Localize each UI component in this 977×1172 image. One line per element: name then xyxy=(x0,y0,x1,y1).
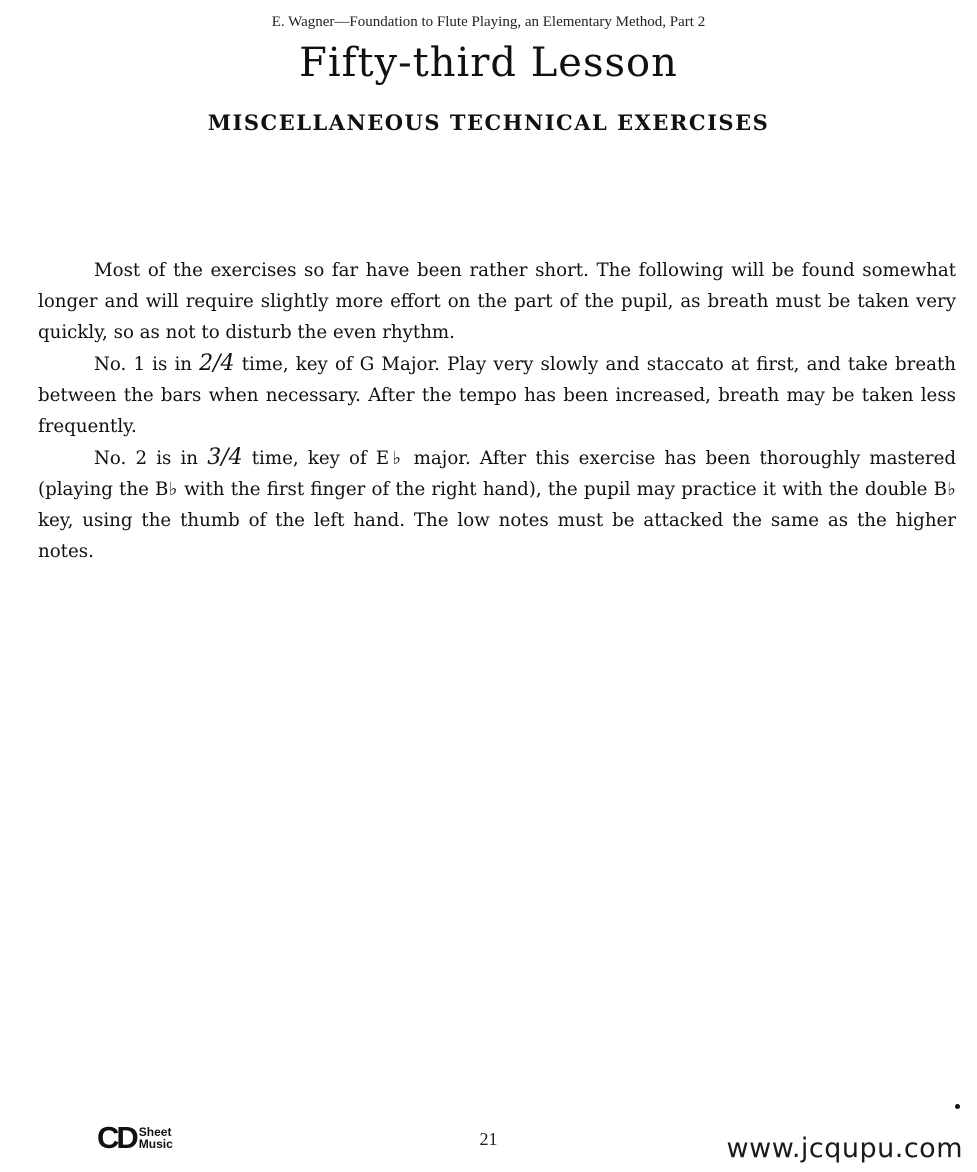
paragraph-no2 xyxy=(38,442,956,567)
logo-word-sheet: Sheet xyxy=(138,1125,172,1139)
paragraph-no2-lead: No. 2 is in xyxy=(94,448,199,469)
lesson-body xyxy=(38,255,956,567)
time-signature-3-4: 3/4 xyxy=(207,445,243,470)
paragraph-no1 xyxy=(38,348,956,442)
time-signature-2-4: 2/4 xyxy=(199,351,235,376)
running-header: E. Wagner—Foundation to Flute Playing, an Elementary Method, Part 2 xyxy=(271,14,706,30)
lesson-title: Fifty-third Lesson xyxy=(299,40,678,86)
logo-mark: CD xyxy=(97,1120,136,1155)
paragraph-no2-text: time, key of E♭ major. After this exercise has been thoroughly mastered (playing the B♭ with the first finger of the right hand), the pupil may practice it with the double B♭ key, using the thumb of the left hand. The low notes must be attacked the same as the higher notes. xyxy=(38,448,956,562)
logo-word-music: Music xyxy=(138,1137,173,1151)
stray-dot xyxy=(955,1104,960,1109)
paragraph-intro: Most of the exercises so far have been rather short. The following will be found somewhat longer and will require slightly more effort on the part of the pupil, as breath must be taken very quickly, so as not to disturb the even rhythm. xyxy=(38,260,956,343)
paragraph-no1-lead: No. 1 is in xyxy=(94,354,192,375)
paragraph-no1-text: time, key of G Major. Play very slowly and staccato at first, and take breath between the bars when necessary. After the tempo has been increased, breath may be taken less frequently. xyxy=(38,354,956,437)
page-number: 21 xyxy=(479,1129,498,1149)
watermark-url: www.jcqupu.com xyxy=(726,1133,963,1164)
section-title: MISCELLANEOUS TECHNICAL EXERCISES xyxy=(207,110,770,135)
